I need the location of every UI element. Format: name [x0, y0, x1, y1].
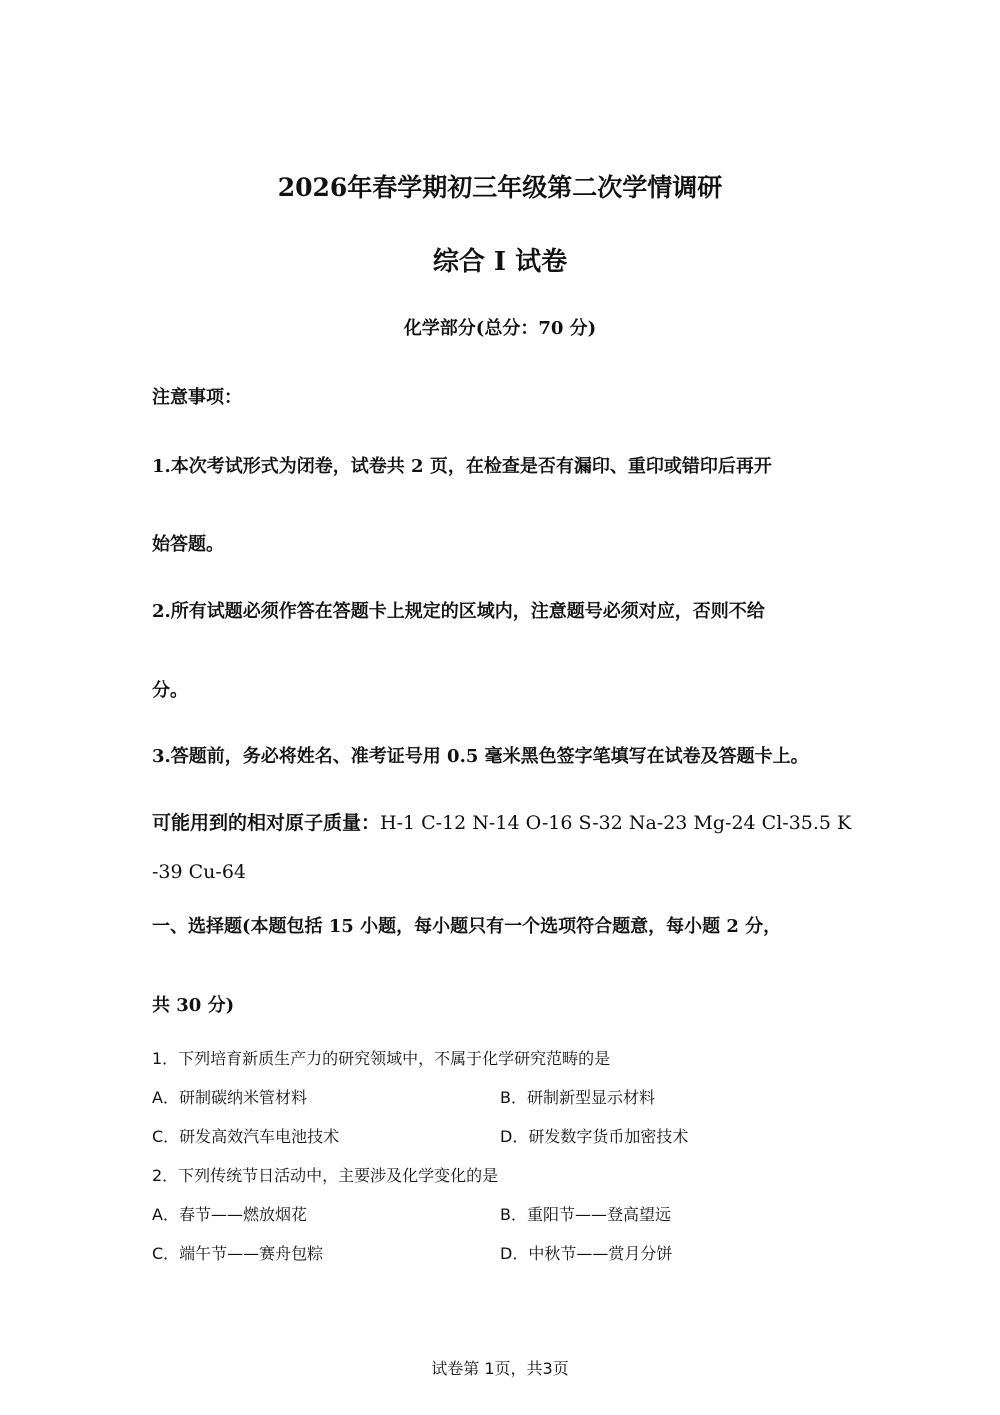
page-footer: 试卷第 1页，共3页	[431, 1359, 569, 1378]
exam-title: 2026年春学期初三年级第二次学情调研	[277, 173, 723, 202]
section-1-heading-line2: 共 30 分)	[152, 995, 235, 1016]
note-item-2-line2: 分。	[152, 680, 188, 701]
option-a: A．研制碳纳米管材料	[152, 1088, 307, 1107]
atomic-masses-line2: -39 Cu-64	[152, 861, 247, 883]
atomic-masses-line1: H-1 C-12 N-14 O-16 S-32 Na-23 Mg-24 Cl-35.5 K	[380, 812, 852, 834]
section-1-heading-line1: 一、选择题(本题包括 15 小题，每小题只有一个选项符合题意，每小题 2 分，	[152, 916, 782, 937]
note-item-1-line1: 1.本次考试形式为闭卷，试卷共 2 页，在检查是否有漏印、重印或错印后再开	[152, 456, 772, 477]
option-d: D．中秋节——赏月分饼	[500, 1244, 673, 1263]
option-d: D．研发数字货币加密技术	[500, 1127, 689, 1146]
option-b: B．研制新型显示材料	[500, 1088, 655, 1107]
note-item-3: 3.答题前，务必将姓名、准考证号用 0.5 毫米黑色签字笔填写在试卷及答题卡上。	[152, 746, 809, 767]
question-stem: 1．下列培育新质生产力的研究领域中，不属于化学研究范畴的是	[152, 1049, 611, 1068]
atomic-masses-label: 可能用到的相对原子质量：	[152, 812, 381, 834]
paper-title: 综合 I 试卷	[432, 247, 568, 277]
note-item-1-line2: 始答题。	[152, 534, 224, 555]
section-subtitle: 化学部分(总分：70 分)	[403, 318, 597, 339]
notes-heading: 注意事项：	[152, 387, 242, 408]
option-b: B．重阳节——登高望远	[500, 1205, 671, 1224]
option-a: A．春节——燃放烟花	[152, 1205, 307, 1224]
option-c: C．端午节——赛舟包粽	[152, 1244, 324, 1263]
note-item-2-line1: 2.所有试题必须作答在答题卡上规定的区域内，注意题号必须对应，否则不给	[152, 601, 765, 622]
question-stem: 2．下列传统节日活动中，主要涉及化学变化的是	[152, 1166, 499, 1185]
option-c: C．研发高效汽车电池技术	[152, 1127, 340, 1146]
